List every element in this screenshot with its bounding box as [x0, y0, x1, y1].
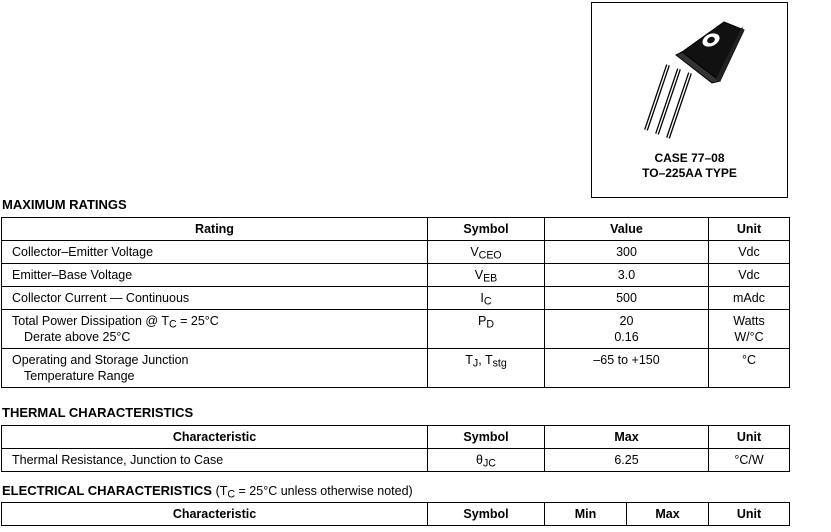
- symbol-cell: $V_{CEO}$: [428, 241, 545, 264]
- package-figure: [591, 2, 788, 198]
- electrical-title: ELECTRICAL CHARACTERISTICS ($T_C = 25^\circ C$ unless otherwise noted): [2, 483, 413, 501]
- electrical-table: [1, 502, 790, 526]
- rating-header: Rating: [2, 218, 428, 241]
- maximum-ratings-table: [1, 217, 790, 388]
- symbol-cell: $V_{EB}$: [428, 264, 545, 287]
- unit-cell: Vdc: [709, 264, 790, 287]
- value-cell: 500: [545, 287, 709, 310]
- symbol-cell: $P_D$: [428, 310, 545, 349]
- value-header: Value: [545, 218, 709, 241]
- case-type-label: TO–225AA TYPE: [642, 166, 737, 180]
- unit-cell: mAdc: [709, 287, 790, 310]
- unit-header: Unit: [709, 218, 790, 241]
- characteristic-header: Characteristic: [2, 503, 428, 526]
- table-header-row: [2, 426, 790, 449]
- table-row: [2, 241, 790, 264]
- symbol-cell: $T_J$, $T_{stg}$: [428, 349, 545, 388]
- table-header-row: [2, 218, 790, 241]
- unit-cell: Watts W/°C: [709, 310, 790, 349]
- unit-cell: °C: [709, 349, 790, 388]
- table-row: [2, 349, 790, 388]
- symbol-header: Symbol: [428, 426, 545, 449]
- thermal-title: THERMAL CHARACTERISTICS: [2, 405, 194, 420]
- rating-cell: Total Power Dissipation @ $T_C = 25^\circ C$ Derate above 25°C: [2, 310, 428, 349]
- table-row: [2, 310, 790, 349]
- case-number-label: CASE 77–08: [654, 151, 725, 165]
- unit-cell: Vdc: [709, 241, 790, 264]
- characteristic-header: Characteristic: [2, 426, 428, 449]
- unit-header: Unit: [709, 503, 790, 526]
- max-header: Max: [545, 426, 709, 449]
- characteristic-cell: Thermal Resistance, Junction to Case: [2, 449, 428, 472]
- value-cell: 3.0: [545, 264, 709, 287]
- table-row: [2, 449, 790, 472]
- symbol-header: Symbol: [428, 503, 545, 526]
- symbol-cell: $I_C$: [428, 287, 545, 310]
- value-cell: 20 0.16: [545, 310, 709, 349]
- value-cell: –65 to +150: [545, 349, 709, 388]
- table-header-row: [2, 503, 790, 526]
- symbol-header: Symbol: [428, 218, 545, 241]
- table-row: [2, 264, 790, 287]
- min-header: Min: [545, 503, 627, 526]
- rating-cell: Operating and Storage Junction Temperature Range: [2, 349, 428, 388]
- rating-cell: Collector Current — Continuous: [2, 287, 428, 310]
- max-cell: 6.25: [545, 449, 709, 472]
- value-cell: 300: [545, 241, 709, 264]
- rating-cell: Emitter–Base Voltage: [2, 264, 428, 287]
- rating-cell: Collector–Emitter Voltage: [2, 241, 428, 264]
- unit-cell: °C/W: [709, 449, 790, 472]
- thermal-table: [1, 425, 790, 472]
- max-header: Max: [627, 503, 709, 526]
- maximum-ratings-title: MAXIMUM RATINGS: [2, 197, 127, 212]
- symbol-cell: $\theta_{JC}$: [428, 449, 545, 472]
- electrical-note: ($T_C = 25^\circ C$ unless otherwise noted): [215, 484, 413, 501]
- unit-header: Unit: [709, 426, 790, 449]
- table-row: [2, 287, 790, 310]
